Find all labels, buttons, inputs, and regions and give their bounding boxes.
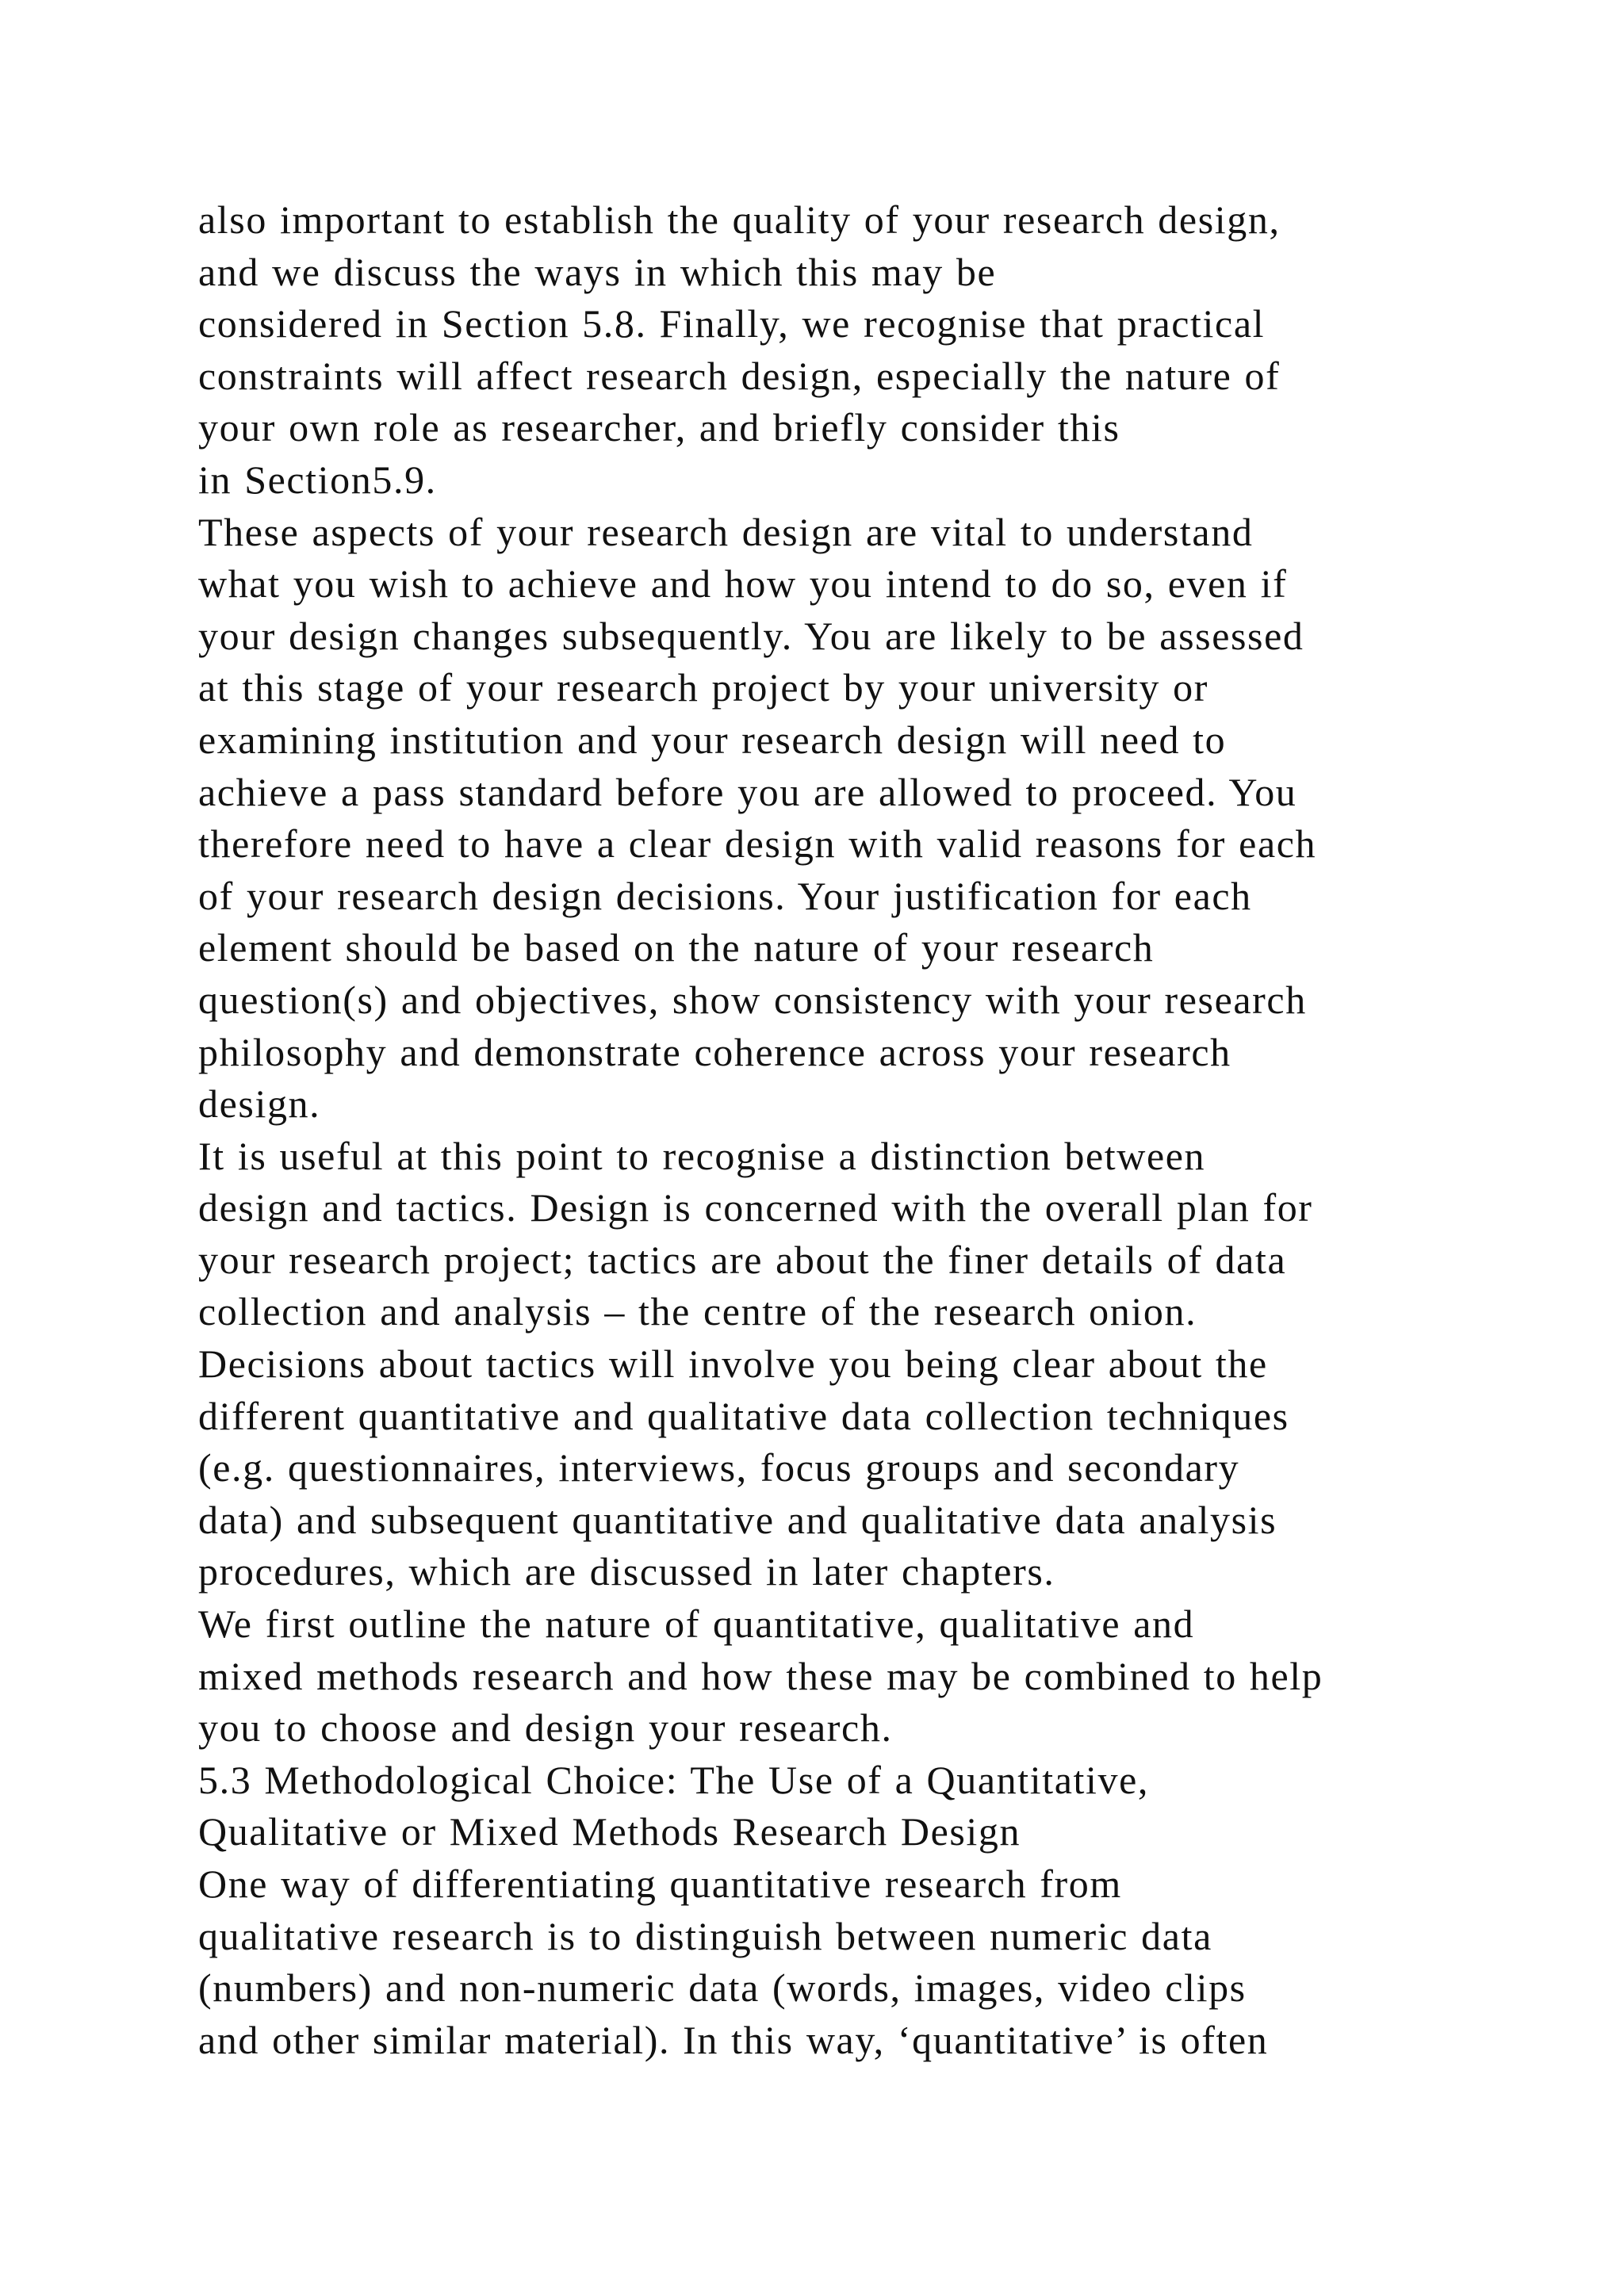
text-line: These aspects of your research design are vital to understand [198,509,1254,554]
text-line: element should be based on the nature of your research [198,925,1155,970]
text-line: your design changes subsequently. You are likely to be assessed [198,613,1304,658]
text-line: It is useful at this point to recognise a distinction between [198,1133,1206,1178]
text-line: your own role as researcher, and briefly consider this [198,405,1120,450]
text-line: constraints will affect research design, especially the nature of [198,353,1281,398]
text-line: qualitative research is to distinguish between numeric data [198,1913,1212,1958]
text-line: (e.g. questionnaires, interviews, focus groups and secondary [198,1445,1240,1490]
section-heading-line: 5.3 Methodological Choice: The Use of a Quantitative, [198,1757,1149,1802]
text-line: (numbers) and non-numeric data (words, images, video clips [198,1965,1247,2011]
text-line: therefore need to have a clear design with valid reasons for each [198,821,1317,867]
text-line: examining institution and your research design will need to [198,717,1227,762]
text-line: achieve a pass standard before you are allowed to proceed. You [198,769,1297,814]
text-line: question(s) and objectives, show consistency with your research [198,977,1307,1022]
text-line: mixed methods research and how these may be combined to help [198,1653,1323,1698]
text-line: and we discuss the ways in which this may be [198,249,997,294]
text-line: what you wish to achieve and how you intend to do so, even if [198,561,1288,607]
text-line: data) and subsequent quantitative and qualitative data analysis [198,1497,1277,1542]
text-line: We first outline the nature of quantitative, qualitative and [198,1601,1195,1647]
text-line: and other similar material). In this way, ‘quantitative’ is often [198,2017,1269,2062]
text-line: of your research design decisions. Your justification for each [198,873,1252,918]
text-line: One way of differentiating quantitative research from [198,1862,1122,1906]
text-line: philosophy and demonstrate coherence across your research [198,1029,1231,1074]
text-line: design and tactics. Design is concerned with the overall plan for [198,1185,1313,1230]
text-line: considered in Section 5.8. Finally, we recognise that practical [198,301,1266,346]
text-line: design. [198,1081,321,1127]
section-heading-line: Qualitative or Mixed Methods Research Design [198,1809,1021,1854]
text-line: procedures, which are discussed in later chapters. [198,1549,1055,1594]
text-line: at this stage of your research project by your university or [198,665,1208,710]
text-line: different quantitative and qualitative data collection techniques [198,1393,1289,1438]
text-line: collection and analysis – the centre of the research onion. [198,1289,1197,1334]
text-line: your research project; tactics are about the finer details of data [198,1237,1287,1282]
text-line: in Section5.9. [198,457,437,502]
text-line: Decisions about tactics will involve you being clear about the [198,1341,1268,1387]
text-line: you to choose and design your research. [198,1705,893,1751]
text-line: also important to establish the quality of your research design, [198,197,1281,242]
body-text [198,194,1562,2066]
